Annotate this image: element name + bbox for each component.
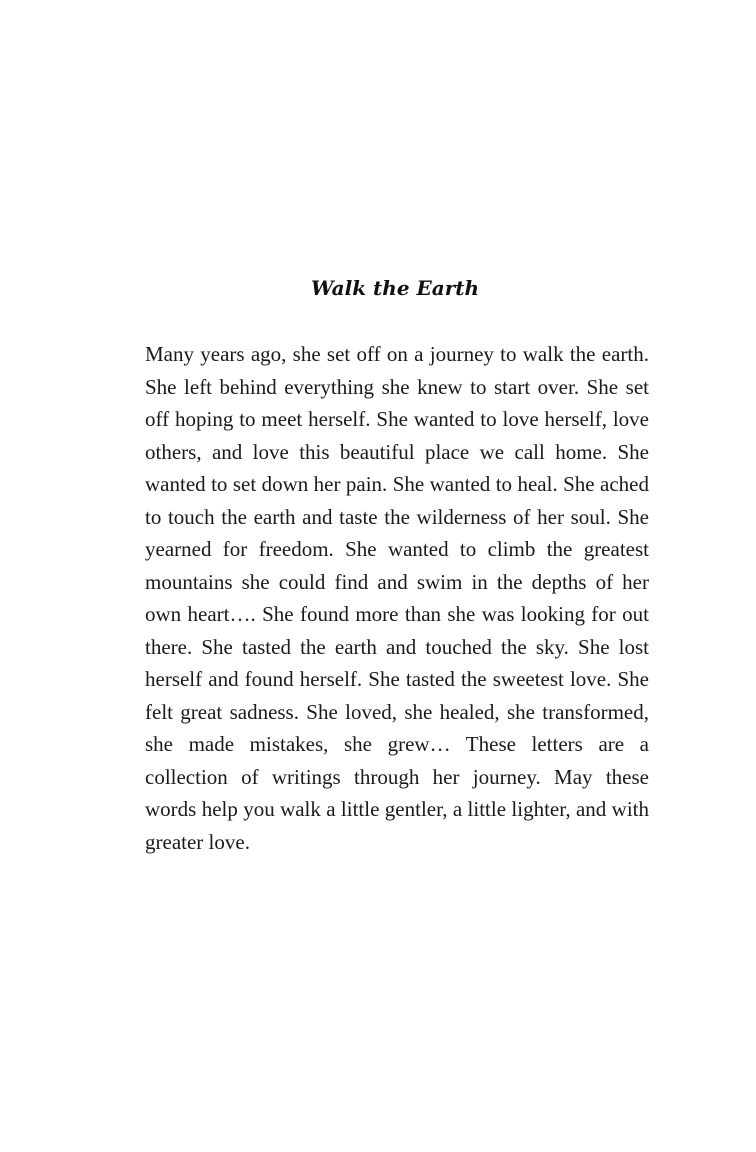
chapter-title: Walk the Earth [310, 276, 480, 300]
body-paragraph: Many years ago, she set off on a journey to walk the earth. She left behind everything she knew to start over. She set off hoping to meet herself. She wanted to love herself, love others, and love this beautiful place we call home. She wanted to set down her pain. She wanted to heal. She ached to touch the earth and taste the wilderness of her soul. She yearned for freedom. She wanted to climb the greatest mountains she could find and swim in the depths of her own heart…. She found more than she was looking for out there. She tasted the earth and touched the sky. She lost herself and found herself. She tasted the sweetest love. She felt great sadness. She loved, she healed, she transformed, she made mistakes, she grew… These letters are a collection of writings through her journey. May these words help you walk a little gentler, a little lighter, and with greater love. [145, 342, 649, 854]
